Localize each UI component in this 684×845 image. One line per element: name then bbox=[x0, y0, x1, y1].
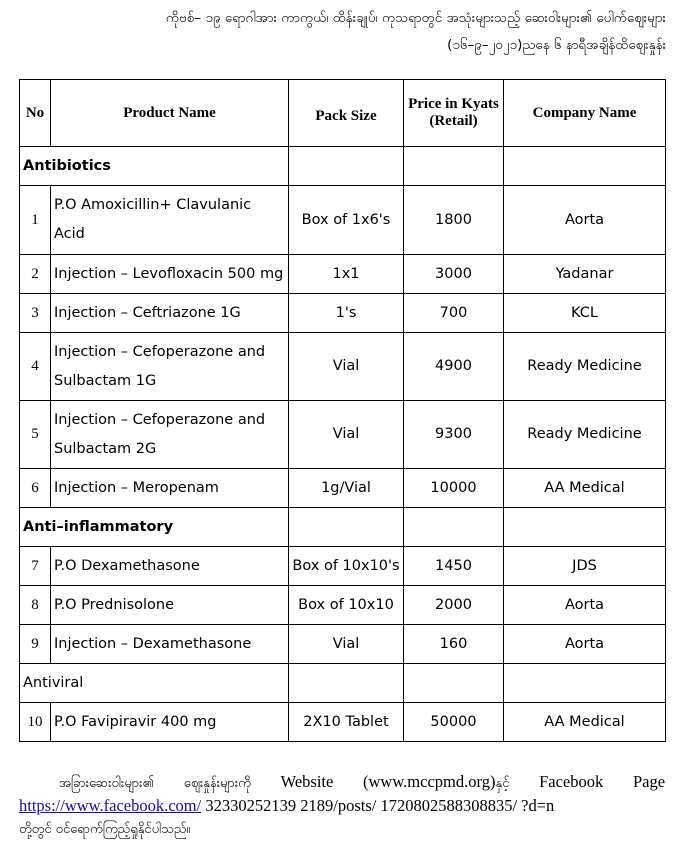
row-product-name: Injection – Meropenam bbox=[51, 469, 289, 508]
column-header-no: No bbox=[20, 80, 51, 147]
row-company: Yadanar bbox=[504, 255, 666, 294]
row-pack-size: Vial bbox=[289, 625, 404, 664]
category-row bbox=[20, 508, 666, 547]
row-product-name: P.O Dexamethasone bbox=[51, 547, 289, 586]
row-company: JDS bbox=[504, 547, 666, 586]
row-product-name: P.O Favipiravir 400 mg bbox=[51, 703, 289, 742]
row-pack-size: Box of 1x6's bbox=[289, 186, 404, 255]
category-antibiotics: Antibiotics bbox=[20, 147, 289, 186]
footer-line-1 bbox=[19, 771, 665, 795]
row-product-name: Injection – Cefoperazone and Sulbactam 2G bbox=[51, 401, 289, 469]
table-row bbox=[20, 186, 666, 255]
row-product-name: P.O Amoxicillin+ Clavulanic Acid bbox=[51, 186, 289, 255]
row-no: 2 bbox=[20, 255, 51, 294]
table-header-row bbox=[20, 80, 666, 147]
row-company: KCL bbox=[504, 294, 666, 333]
footer-and-text: နှင့် bbox=[495, 776, 510, 791]
table-row bbox=[20, 333, 666, 401]
row-company: Aorta bbox=[504, 625, 666, 664]
footer-website: Website (www.mccpmd.org) bbox=[280, 772, 496, 791]
document-title-line-2: (၁၆–၉–၂၀၂၁)ညနေ ၆ နာရီအချိန်ထိဈေးနှုန်း bbox=[447, 37, 666, 53]
row-company: Ready Medicine bbox=[504, 333, 666, 401]
row-price: 1450 bbox=[404, 547, 504, 586]
row-price: 50000 bbox=[404, 703, 504, 742]
row-price: 10000 bbox=[404, 469, 504, 508]
row-company: AA Medical bbox=[504, 469, 666, 508]
table-row bbox=[20, 586, 666, 625]
column-header-price: Price in Kyats (Retail) bbox=[404, 80, 504, 147]
table-row bbox=[20, 547, 666, 586]
column-header-product-name: Product Name bbox=[51, 80, 289, 147]
row-no: 5 bbox=[20, 401, 51, 469]
row-price: 2000 bbox=[404, 586, 504, 625]
row-price: 1800 bbox=[404, 186, 504, 255]
footer-closing-text: တို့တွင် ဝင်ရောက်ကြည့်ရှုနိုင်ပါသည်။ bbox=[19, 822, 191, 837]
row-no: 6 bbox=[20, 469, 51, 508]
row-pack-size: 1x1 bbox=[289, 255, 404, 294]
row-pack-size: Box of 10x10's bbox=[289, 547, 404, 586]
row-pack-size: 2X10 Tablet bbox=[289, 703, 404, 742]
row-product-name: Injection – Dexamethasone bbox=[51, 625, 289, 664]
table-row bbox=[20, 255, 666, 294]
row-pack-size: Box of 10x10 bbox=[289, 586, 404, 625]
row-company: Aorta bbox=[504, 586, 666, 625]
row-pack-size: Vial bbox=[289, 401, 404, 469]
category-row bbox=[20, 147, 666, 186]
footer-intro-text: အခြားဆေးဝါးများ၏ ဈေးနှုန်းများကို bbox=[59, 776, 251, 791]
document-title-line-1: ကိုဗစ်– ၁၉ ရောဂါအား ကာကွယ်၊ ထိန်းချုပ်၊ ကုသရာတွင် အသုံးများသည့် ဆေးဝါးများ၏ ပေါက်ဈေးများ bbox=[165, 10, 666, 26]
row-price: 3000 bbox=[404, 255, 504, 294]
price-table bbox=[19, 79, 666, 742]
row-product-name: P.O Prednisolone bbox=[51, 586, 289, 625]
footer-line-2 bbox=[19, 795, 665, 817]
category-anti-inflammatory: Anti–inflammatory bbox=[20, 508, 289, 547]
category-row bbox=[20, 664, 666, 703]
table-row bbox=[20, 469, 666, 508]
row-no: 7 bbox=[20, 547, 51, 586]
row-company: Ready Medicine bbox=[504, 401, 666, 469]
row-no: 1 bbox=[20, 186, 51, 255]
row-no: 3 bbox=[20, 294, 51, 333]
table-row bbox=[20, 703, 666, 742]
footer-facebook-label: Facebook Page bbox=[539, 772, 666, 791]
row-no: 10 bbox=[20, 703, 51, 742]
row-product-name: Injection – Ceftriazone 1G bbox=[51, 294, 289, 333]
row-pack-size: 1g/Vial bbox=[289, 469, 404, 508]
row-product-name: Injection – Levofloxacin 500 mg bbox=[51, 255, 289, 294]
row-product-name: Injection – Cefoperazone and Sulbactam 1G bbox=[51, 333, 289, 401]
row-no: 9 bbox=[20, 625, 51, 664]
table-row bbox=[20, 625, 666, 664]
column-header-pack-size: Pack Size bbox=[289, 80, 404, 147]
table-row bbox=[20, 401, 666, 469]
row-pack-size: 1's bbox=[289, 294, 404, 333]
row-price: 4900 bbox=[404, 333, 504, 401]
row-price: 700 bbox=[404, 294, 504, 333]
row-price: 9300 bbox=[404, 401, 504, 469]
row-no: 8 bbox=[20, 586, 51, 625]
facebook-link-rest: 32330252139 2189/posts/ 1720802588308835/ ?d=n bbox=[205, 796, 555, 815]
column-header-company-name: Company Name bbox=[504, 80, 666, 147]
row-no: 4 bbox=[20, 333, 51, 401]
row-price: 160 bbox=[404, 625, 504, 664]
category-antiviral: Antiviral bbox=[20, 664, 289, 703]
facebook-link[interactable]: https://www.facebook.com/ bbox=[19, 796, 202, 815]
row-company: Aorta bbox=[504, 186, 666, 255]
table-row bbox=[20, 294, 666, 333]
row-pack-size: Vial bbox=[289, 333, 404, 401]
row-company: AA Medical bbox=[504, 703, 666, 742]
